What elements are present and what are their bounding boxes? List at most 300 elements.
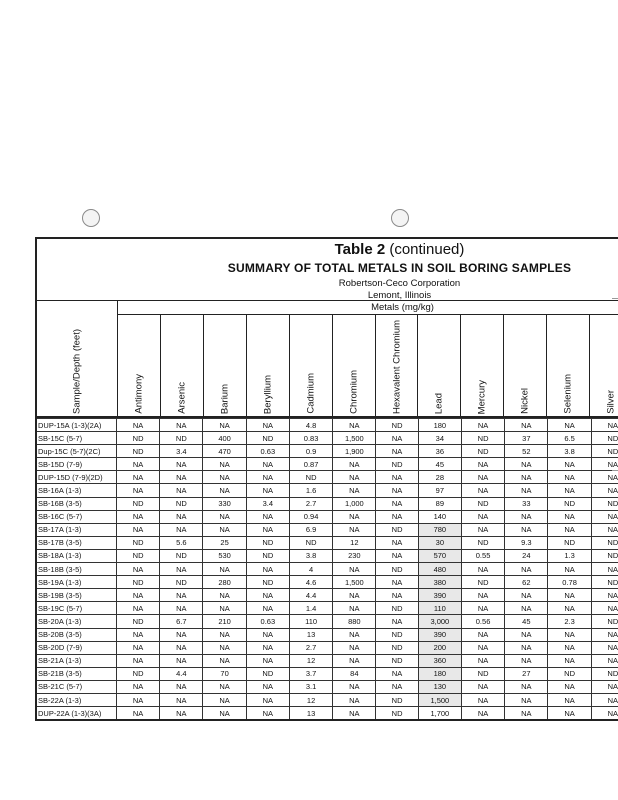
table-row: [36, 667, 618, 680]
value-cell: 6.5: [548, 432, 591, 445]
value-cell: NA: [203, 510, 246, 523]
sample-id-cell: SB-16B (3-5): [36, 497, 116, 510]
value-cell: 1,500: [333, 576, 376, 589]
value-cell: NA: [246, 680, 289, 693]
table-row: [36, 602, 618, 615]
value-cell: 12: [289, 654, 332, 667]
value-cell: NA: [116, 458, 159, 471]
value-cell: 0.63: [246, 615, 289, 628]
value-cell: ND: [116, 576, 159, 589]
value-cell: 45: [505, 615, 548, 628]
column-header-label: Silver: [605, 390, 617, 414]
value-cell: 0.56: [461, 615, 504, 628]
metals-data-table: [35, 418, 618, 721]
value-cell: NA: [333, 707, 376, 721]
value-cell: ND: [116, 445, 159, 458]
value-cell: NA: [461, 693, 504, 706]
value-cell: ND: [376, 693, 418, 706]
value-cell: 390: [418, 589, 461, 602]
value-cell: 0.78: [548, 576, 591, 589]
table-row: [36, 445, 618, 458]
table-row: [36, 576, 618, 589]
value-cell: ND: [591, 536, 618, 549]
sample-id-cell: SB-21B (3-5): [36, 667, 116, 680]
location: Lemont, Illinois: [367, 290, 432, 301]
value-cell: NA: [548, 471, 591, 484]
value-cell: NA: [116, 680, 159, 693]
value-cell: NA: [505, 628, 548, 641]
value-cell: NA: [548, 654, 591, 667]
sample-id-cell: SB-19B (3-5): [36, 589, 116, 602]
value-cell: NA: [376, 536, 418, 549]
table-row: [36, 615, 618, 628]
value-cell: NA: [461, 589, 504, 602]
value-cell: 0.9: [289, 445, 332, 458]
value-cell: NA: [376, 680, 418, 693]
sample-id-cell: SB-15C (5-7): [36, 432, 116, 445]
column-header: [203, 315, 246, 418]
value-cell: NA: [591, 523, 618, 536]
value-cell: NA: [591, 589, 618, 602]
value-cell: 25: [203, 536, 246, 549]
value-cell: NA: [246, 589, 289, 602]
value-cell: ND: [376, 654, 418, 667]
value-cell: NA: [203, 471, 246, 484]
table-row: [36, 510, 618, 523]
value-cell: NA: [203, 458, 246, 471]
value-cell: 1,500: [333, 432, 376, 445]
value-cell: NA: [461, 680, 504, 693]
sample-id-cell: SB-18A (1-3): [36, 549, 116, 562]
sample-id-cell: SB-21C (5-7): [36, 680, 116, 693]
value-cell: NA: [591, 680, 618, 693]
value-cell: ND: [591, 667, 618, 680]
value-cell: NA: [591, 471, 618, 484]
value-cell: NA: [333, 510, 376, 523]
sample-id-cell: DUP-22A (1-3)(3A): [36, 707, 116, 721]
value-cell: 1,900: [333, 445, 376, 458]
value-cell: NA: [333, 589, 376, 602]
value-cell: NA: [246, 563, 289, 576]
value-cell: 480: [418, 563, 461, 576]
value-cell: 0.94: [289, 510, 332, 523]
value-cell: 110: [418, 602, 461, 615]
value-cell: ND: [116, 615, 159, 628]
value-cell: NA: [203, 602, 246, 615]
value-cell: ND: [160, 549, 203, 562]
value-cell: NA: [333, 484, 376, 497]
value-cell: NA: [203, 641, 246, 654]
table-row: [36, 680, 618, 693]
value-cell: 3.4: [246, 497, 289, 510]
value-cell: NA: [116, 602, 159, 615]
table-row: [36, 549, 618, 562]
table-row: [36, 484, 618, 497]
column-header-label: Selenium: [562, 374, 574, 414]
value-cell: 3.1: [289, 680, 332, 693]
value-cell: NA: [376, 615, 418, 628]
value-cell: 3,000: [418, 615, 461, 628]
sample-depth-header-label: Sample/Depth (feet): [71, 328, 83, 414]
value-cell: NA: [376, 667, 418, 680]
value-cell: NA: [246, 654, 289, 667]
value-cell: ND: [116, 497, 159, 510]
value-cell: ND: [289, 536, 332, 549]
value-cell: NA: [461, 484, 504, 497]
title-block: [35, 237, 618, 301]
column-header: [117, 315, 160, 418]
value-cell: ND: [461, 667, 504, 680]
value-cell: ND: [246, 536, 289, 549]
value-cell: NA: [461, 707, 504, 721]
value-cell: 330: [203, 497, 246, 510]
value-cell: NA: [376, 510, 418, 523]
value-cell: NA: [160, 654, 203, 667]
sample-id-cell: DUP-15D (7-9)(2D): [36, 471, 116, 484]
column-header-label: Chromium: [348, 370, 360, 414]
value-cell: NA: [376, 576, 418, 589]
value-cell: ND: [376, 641, 418, 654]
value-cell: NA: [505, 680, 548, 693]
table-row: [36, 628, 618, 641]
value-cell: 4: [289, 563, 332, 576]
value-cell: NA: [461, 458, 504, 471]
value-cell: 400: [203, 432, 246, 445]
value-cell: NA: [548, 680, 591, 693]
value-cell: NA: [548, 641, 591, 654]
value-cell: NA: [246, 628, 289, 641]
column-header: [503, 315, 546, 418]
value-cell: NA: [548, 510, 591, 523]
value-cell: 470: [203, 445, 246, 458]
value-cell: NA: [376, 445, 418, 458]
value-cell: NA: [548, 458, 591, 471]
value-cell: 9.3: [505, 536, 548, 549]
column-header-area: [35, 301, 618, 418]
value-cell: 37: [505, 432, 548, 445]
value-cell: ND: [461, 445, 504, 458]
sample-id-cell: SB-20B (3-5): [36, 628, 116, 641]
value-cell: NA: [333, 563, 376, 576]
value-cell: NA: [203, 628, 246, 641]
value-cell: ND: [461, 497, 504, 510]
table-row: [36, 563, 618, 576]
value-cell: NA: [246, 458, 289, 471]
value-cell: NA: [246, 484, 289, 497]
table-row: [36, 654, 618, 667]
sample-id-cell: SB-17A (1-3): [36, 523, 116, 536]
value-cell: NA: [160, 707, 203, 721]
value-cell: ND: [548, 497, 591, 510]
value-cell: NA: [116, 523, 159, 536]
value-cell: 52: [505, 445, 548, 458]
value-cell: NA: [461, 628, 504, 641]
column-header-label: Cadmium: [305, 373, 317, 414]
value-cell: ND: [160, 576, 203, 589]
value-cell: NA: [160, 628, 203, 641]
value-cell: NA: [116, 654, 159, 667]
value-cell: 210: [203, 615, 246, 628]
value-cell: 4.4: [289, 589, 332, 602]
sample-id-cell: SB-21A (1-3): [36, 654, 116, 667]
column-header: [289, 315, 332, 418]
value-cell: 89: [418, 497, 461, 510]
value-cell: NA: [505, 654, 548, 667]
value-cell: NA: [548, 693, 591, 706]
value-cell: ND: [591, 615, 618, 628]
value-cell: 5.6: [160, 536, 203, 549]
value-cell: 140: [418, 510, 461, 523]
value-cell: NA: [591, 654, 618, 667]
value-cell: 27: [505, 667, 548, 680]
table-row: [36, 707, 618, 721]
value-cell: 0.83: [289, 432, 332, 445]
value-cell: NA: [461, 419, 504, 432]
value-cell: ND: [376, 563, 418, 576]
column-header: [589, 315, 618, 418]
value-cell: NA: [160, 484, 203, 497]
value-cell: NA: [160, 510, 203, 523]
value-cell: 97: [418, 484, 461, 497]
value-cell: NA: [548, 602, 591, 615]
table-row: [36, 641, 618, 654]
table-sheet: [35, 237, 618, 725]
value-cell: NA: [203, 680, 246, 693]
column-header: [417, 315, 460, 418]
column-header-label: Nickel: [519, 388, 531, 414]
value-cell: NA: [548, 484, 591, 497]
value-cell: NA: [505, 602, 548, 615]
value-cell: 62: [505, 576, 548, 589]
value-cell: 1.3: [548, 549, 591, 562]
value-cell: NA: [548, 589, 591, 602]
value-cell: NA: [246, 471, 289, 484]
table-row: [36, 589, 618, 602]
value-cell: NA: [461, 523, 504, 536]
sample-id-cell: SB-16A (1-3): [36, 484, 116, 497]
value-cell: NA: [505, 484, 548, 497]
value-cell: 70: [203, 667, 246, 680]
value-cell: NA: [505, 693, 548, 706]
value-cell: NA: [116, 471, 159, 484]
value-cell: NA: [376, 484, 418, 497]
company-name: Robertson-Ceco Corporation: [338, 278, 461, 289]
value-cell: NA: [116, 693, 159, 706]
value-cell: NA: [333, 523, 376, 536]
value-cell: NA: [376, 497, 418, 510]
column-header: [460, 315, 503, 418]
value-cell: ND: [591, 445, 618, 458]
value-cell: NA: [333, 680, 376, 693]
value-cell: 230: [333, 549, 376, 562]
value-cell: NA: [505, 641, 548, 654]
value-cell: 110: [289, 615, 332, 628]
table-title: [37, 241, 618, 258]
value-cell: ND: [116, 549, 159, 562]
value-cell: NA: [333, 602, 376, 615]
value-cell: ND: [376, 458, 418, 471]
value-cell: NA: [461, 641, 504, 654]
value-cell: NA: [505, 589, 548, 602]
value-cell: NA: [333, 641, 376, 654]
value-cell: NA: [160, 602, 203, 615]
value-cell: NA: [160, 693, 203, 706]
value-cell: NA: [591, 458, 618, 471]
value-cell: 360: [418, 654, 461, 667]
column-header-label: Lead: [433, 392, 445, 414]
value-cell: ND: [591, 432, 618, 445]
value-cell: NA: [505, 523, 548, 536]
value-cell: NA: [203, 563, 246, 576]
value-cell: NA: [246, 510, 289, 523]
value-cell: NA: [505, 510, 548, 523]
value-cell: ND: [461, 576, 504, 589]
value-cell: NA: [591, 563, 618, 576]
value-cell: 2.7: [289, 497, 332, 510]
value-cell: ND: [376, 523, 418, 536]
column-header-label: Antimony: [133, 374, 145, 414]
value-cell: NA: [505, 563, 548, 576]
value-cell: 1.4: [289, 602, 332, 615]
value-cell: NA: [116, 628, 159, 641]
value-cell: NA: [461, 602, 504, 615]
punch-hole-right: [391, 209, 409, 227]
value-cell: NA: [203, 693, 246, 706]
sample-id-cell: SB-19A (1-3): [36, 576, 116, 589]
value-cell: 30: [418, 536, 461, 549]
value-cell: NA: [505, 458, 548, 471]
value-cell: NA: [591, 510, 618, 523]
value-cell: 24: [505, 549, 548, 562]
value-cell: 12: [289, 693, 332, 706]
table-continued: (continued): [385, 241, 465, 258]
value-cell: ND: [591, 549, 618, 562]
value-cell: NA: [548, 628, 591, 641]
value-cell: 200: [418, 641, 461, 654]
value-cell: NA: [548, 563, 591, 576]
value-cell: ND: [289, 471, 332, 484]
value-cell: 3.4: [160, 445, 203, 458]
value-cell: 4.6: [289, 576, 332, 589]
sample-id-cell: SB-22A (1-3): [36, 693, 116, 706]
column-header: [332, 315, 375, 418]
table-number: Table 2: [334, 241, 386, 258]
value-cell: 3.8: [548, 445, 591, 458]
column-header-label: Arsenic: [176, 382, 188, 414]
value-cell: NA: [246, 602, 289, 615]
value-cell: 4.4: [160, 667, 203, 680]
sample-id-cell: SB-20D (7-9): [36, 641, 116, 654]
value-cell: 380: [418, 576, 461, 589]
value-cell: NA: [461, 563, 504, 576]
value-cell: 84: [333, 667, 376, 680]
value-cell: 1,000: [333, 497, 376, 510]
value-cell: 36: [418, 445, 461, 458]
value-cell: NA: [160, 471, 203, 484]
value-cell: NA: [160, 680, 203, 693]
value-cell: NA: [461, 471, 504, 484]
column-header-label: Beryllium: [262, 374, 274, 414]
column-header: [375, 315, 417, 418]
value-cell: NA: [376, 589, 418, 602]
sample-id-cell: SB-15D (7-9): [36, 458, 116, 471]
value-cell: 390: [418, 628, 461, 641]
punch-hole-left: [82, 209, 100, 227]
value-cell: 1,500: [418, 693, 461, 706]
sample-id-cell: SB-16C (5-7): [36, 510, 116, 523]
value-cell: 45: [418, 458, 461, 471]
value-cell: NA: [246, 641, 289, 654]
value-cell: ND: [548, 536, 591, 549]
value-cell: NA: [116, 563, 159, 576]
value-cell: 0.87: [289, 458, 332, 471]
value-cell: NA: [461, 654, 504, 667]
value-cell: NA: [203, 654, 246, 667]
value-cell: NA: [548, 419, 591, 432]
table-row: [36, 458, 618, 471]
value-cell: 6.7: [160, 615, 203, 628]
value-cell: NA: [461, 510, 504, 523]
value-cell: ND: [591, 576, 618, 589]
value-cell: NA: [246, 707, 289, 721]
column-header-label: Barium: [219, 383, 231, 414]
value-cell: 12: [333, 536, 376, 549]
value-cell: NA: [333, 419, 376, 432]
value-cell: 33: [505, 497, 548, 510]
value-cell: NA: [160, 641, 203, 654]
value-cell: NA: [203, 523, 246, 536]
value-cell: NA: [203, 589, 246, 602]
page-edge-mark: [612, 470, 618, 471]
value-cell: ND: [246, 667, 289, 680]
value-cell: 13: [289, 628, 332, 641]
table-row: [36, 536, 618, 549]
value-cell: 13: [289, 707, 332, 721]
value-cell: NA: [333, 628, 376, 641]
value-cell: NA: [333, 458, 376, 471]
value-cell: NA: [116, 707, 159, 721]
value-cell: NA: [160, 589, 203, 602]
value-cell: NA: [203, 707, 246, 721]
value-cell: ND: [376, 602, 418, 615]
value-cell: 530: [203, 549, 246, 562]
column-header: [160, 315, 203, 418]
value-cell: ND: [461, 536, 504, 549]
sample-id-cell: DUP-15A (1-3)(2A): [36, 419, 116, 432]
value-cell: ND: [376, 419, 418, 432]
value-cell: NA: [116, 510, 159, 523]
value-cell: 780: [418, 523, 461, 536]
sample-id-cell: SB-17B (3-5): [36, 536, 116, 549]
column-header-label: Hexavalent Chromium: [391, 320, 402, 414]
value-cell: 0.63: [246, 445, 289, 458]
value-cell: NA: [591, 602, 618, 615]
value-cell: 3.7: [289, 667, 332, 680]
value-cell: 4.8: [289, 419, 332, 432]
value-cell: NA: [591, 641, 618, 654]
value-cell: 880: [333, 615, 376, 628]
value-cell: NA: [376, 432, 418, 445]
table-row: [36, 497, 618, 510]
sample-id-cell: SB-19C (5-7): [36, 602, 116, 615]
value-cell: NA: [591, 628, 618, 641]
value-cell: NA: [548, 707, 591, 721]
value-cell: NA: [591, 693, 618, 706]
value-cell: 180: [418, 419, 461, 432]
metals-group-header: Metals (mg/kg): [117, 301, 618, 315]
value-cell: NA: [376, 549, 418, 562]
value-cell: 570: [418, 549, 461, 562]
